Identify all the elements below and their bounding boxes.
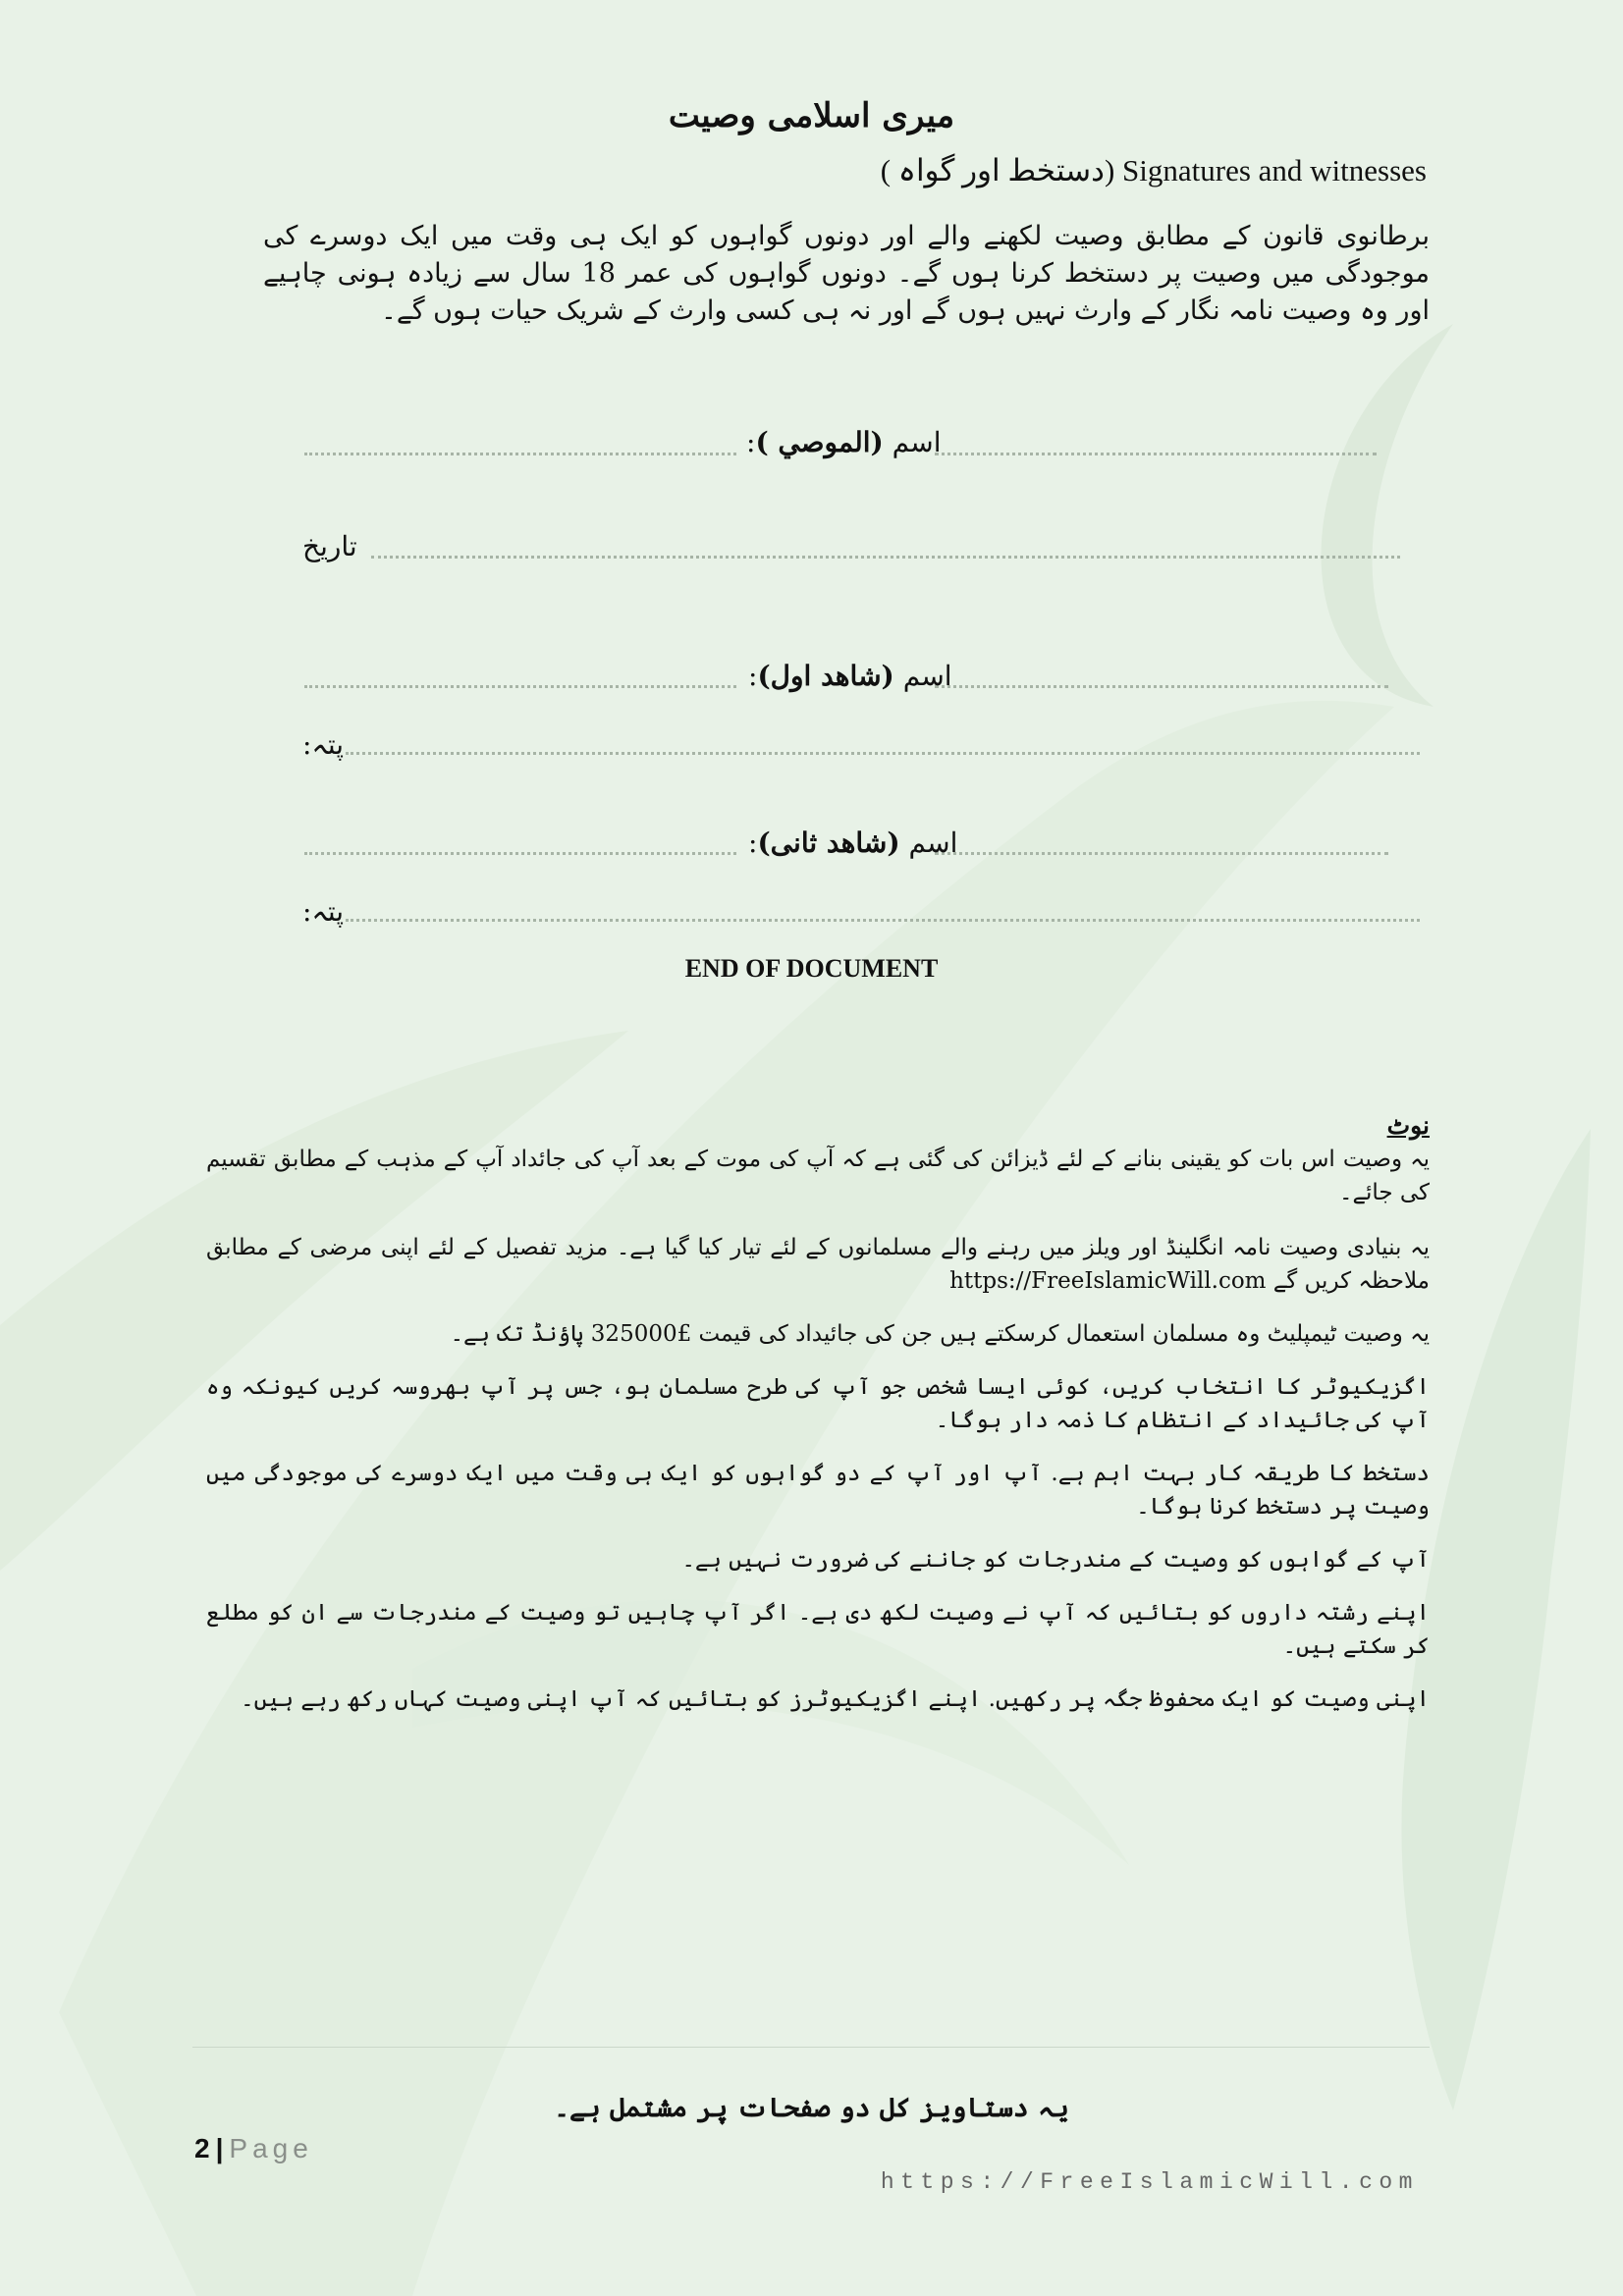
name-prefix: اسم (902, 660, 952, 692)
witness1-name-line-right (935, 685, 1388, 688)
testator-name-line-left (304, 453, 736, 455)
note-item: یہ بنیادی وصیت نامہ انگلینڈ اور ویلز میں رہنے والے مسلمانوں کے لئے تیار کیا گیا ہے۔ مزید تفصیل کے لئے اپنی مرضی کے مطابق ملاحظہ کریں گے https://FreeIslamicWill.com (206, 1235, 1430, 1294)
section-subtitle: Signatures and witnesses (دستخط اور گواہ ) (880, 153, 1427, 187)
witness1-role: (شاهد اول) (757, 660, 894, 692)
witness1-name-label (748, 660, 952, 692)
colon: : (746, 426, 756, 458)
note-item: آپ کے گواہوں کو وصیت کے مندرجات کو جاننے کی ضرورت نہیں ہے۔ (681, 1547, 1430, 1573)
witness2-address-label: پتہ: (302, 895, 345, 928)
name-prefix: اسم (908, 827, 958, 859)
testator-name-line-right (935, 453, 1377, 455)
note-item: اگزیکیوٹر کا انتخاب کریں، کوئی ایسا شخص جو آپ کی طرح مسلمان ہو، جس پر آپ بھروسہ کریں کیونکہ وہ آپ کی جائیداد کے انتظام کا ذمہ دار ہوگا۔ (206, 1374, 1430, 1433)
note-item: اپنی وصیت کو ایک محفوظ جگہ پر رکھیں. اپنے اگزیکیوٹرز کو بتائیں کہ آپ اپنی وصیت کہاں رکھ رہے ہیں۔ (241, 1686, 1430, 1712)
colon: : (748, 827, 758, 859)
witness1-name-line-left (304, 685, 736, 688)
footer-divider (192, 2047, 1430, 2048)
name-prefix: اسم (892, 426, 942, 458)
colon: : (748, 660, 758, 692)
note-item: یہ وصیت اس بات کو یقینی بنانے کے لئے ڈیزائن کی گئی ہے کہ آپ کی موت کے بعد آپ کی جائداد آپ کے مذہب کے مطابق تقسیم کی جائے۔ (206, 1147, 1430, 1205)
page-word: Page (229, 2133, 313, 2163)
notes-section (206, 1109, 1430, 1735)
page-number-value: 2 (194, 2133, 210, 2163)
witness2-role: (شاهد ثانی) (757, 827, 900, 859)
page-number (194, 2133, 313, 2164)
witness2-name-label (748, 827, 957, 859)
page-title: میری اسلامی وصیت (668, 96, 955, 135)
website-link[interactable]: https://FreeIslamicWill.com (880, 2169, 1419, 2195)
testator-name-label (746, 426, 942, 458)
witness1-address-line (346, 752, 1420, 755)
date-line (371, 556, 1400, 559)
end-of-document: END OF DOCUMENT (684, 954, 939, 983)
note-item: اپنے رشتہ داروں کو بتائیں کہ آپ نے وصیت لکھ دی ہے۔ اگر آپ چاہیں تو وصیت کے مندرجات سے ان کو مطلع کر سکتے ہیں۔ (206, 1600, 1430, 1659)
witness2-address-line (346, 919, 1420, 922)
witness2-name-line-left (304, 852, 736, 855)
notes-heading: نوٹ (1386, 1111, 1430, 1140)
witness1-address-label: پتہ: (302, 728, 345, 761)
testator-role: (الموصي ) (755, 426, 884, 458)
date-label: تاریخ (302, 530, 357, 562)
intro-paragraph: برطانوی قانون کے مطابق وصیت لکھنے والے اور دونوں گواہوں کو ایک ہی وقت میں ایک دوسرے کی موجودگی میں وصیت پر دستخط کرنا ہوں گے۔ دونوں گواہوں کی عمر 18 سال سے زیادہ ہونی چاہیے اور وہ وصیت نامہ نگار کے وارث نہیں ہوں گے اور نہ ہی کسی وارث کے شریک حیات ہوں گے۔ (263, 221, 1430, 326)
page-separator: | (215, 2133, 224, 2163)
note-item: یہ وصیت ٹیمپلیٹ وہ مسلمان استعمال کرسکتے ہیں جن کی جائیداد کی قیمت £325000 پاؤنڈ تک ہے۔ (450, 1321, 1430, 1347)
pages-count-note: یہ دستاویز کل دو صفحات پر مشتمل ہے۔ (554, 2093, 1069, 2123)
witness2-name-line-right (935, 852, 1388, 855)
note-item: دستخط کا طریقہ کار بہت اہم ہے. آپ اور آپ کے دو گواہوں کو ایک ہی وقت میں ایک دوسرے کی موجودگی میں وصیت پر دستخط کرنا ہوگا۔ (206, 1461, 1430, 1520)
